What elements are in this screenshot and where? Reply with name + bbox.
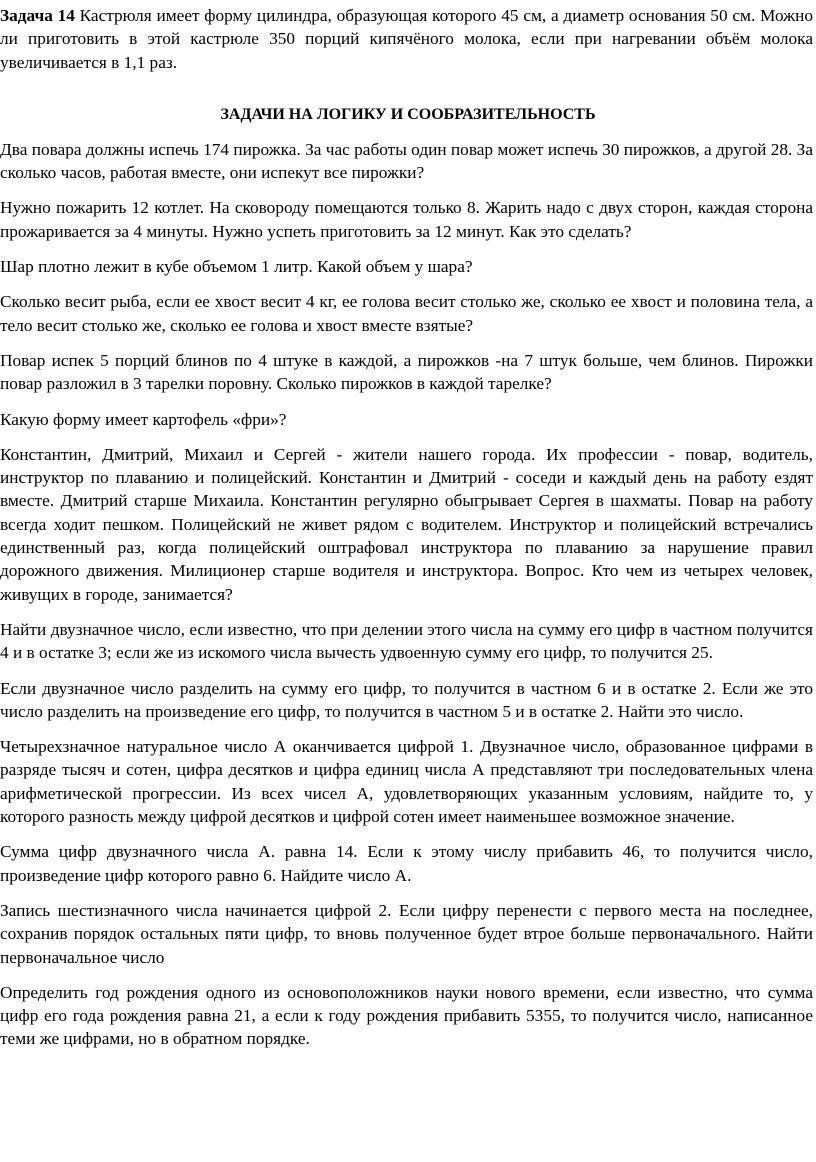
- problem-fish-weight: Сколько весит рыба, если ее хвост весит 4 кг, ее голова весит столько же, сколько ее хвост и половина тела, а тело весит столько же, сколько ее голова и хвост вместе взятые?: [0, 292, 813, 335]
- problem-fries-shape: Какую форму имеет картофель «фри»?: [0, 409, 287, 429]
- problem-professions: Константин, Дмитрий, Михаил и Сергей - жители нашего города. Их профессии - повар, водитель, инструктор по плаванию и полицейский. Константин и Дмитрий - соседи и каждый день на работу ездят вместе. Дмитрий старше Михаила. Константин регулярно обыгрывает Сергея в шахматы. Повар на работу всегда ходит пешком. Полицейский не живет рядом с водителем. Инструктор и полицейский встречались единственный раз, когда полицейский оштрафовал инструктора по плаванию за нарушение правил дорожного движения. Милиционер старше водителя и инструктора. Вопрос. Кто чем из четырех человек, живущих в городе, занимается?: [0, 444, 813, 604]
- problem-pancakes: Повар испек 5 порций блинов по 4 штуке в каждой, а пирожков -на 7 штук больше, чем блинов. Пирожки повар разложил в 3 тарелки поровну. Сколько пирожков в каждой тарелке?: [0, 350, 813, 394]
- section-title: ЗАДАЧИ НА ЛОГИКУ И СООБРАЗИТЕЛЬНОСТЬ: [220, 105, 596, 123]
- task-14-text: Кастрюля имеет форму цилиндра, образующая которого 45 см, а диаметр основания 50 см. Можно ли приготовить в этой кастрюле 350 порций кипячёного молока, если при нагревании объём молока увеличивается в 1,1 раз.: [0, 6, 813, 72]
- problem-two-digit-25: Найти двузначное число, если известно, что при делении этого числа на сумму его цифр в частном получится 4 и в остатке 3; если же из искомого числа вычесть удвоенную сумму его цифр, то получится 25.: [0, 619, 813, 663]
- problem-cutlets: Нужно пожарить 12 котлет. На сковороду помещаются только 8. Жарить надо с двух сторон, каждая сторона прожаривается за 4 минуты. Нужно успеть приготовить за 12 минут. Как это сделать?: [0, 198, 813, 241]
- task-14: [0, 4, 813, 74]
- problem-four-digit-progression: Четырехзначное натуральное число А оканчивается цифрой 1. Двузначное число, образованное цифрами в разряде тысяч и сотен, цифра десятков и цифра единиц числа А представляют три последовательных члена арифметической прогрессии. Из всех чисел А, удовлетворяющих указанным условиям, найдите то, у которого разность между цифрой десятков и цифрой сотен имеет наименьшее возможное значение.: [0, 737, 813, 827]
- problem-ball-in-cube: Шар плотно лежит в кубе объемом 1 литр. Какой объем у шара?: [0, 257, 473, 277]
- problem-two-digit-quotient-6: Если двузначное число разделить на сумму его цифр, то получится в частном 6 и в остатке 2. Если же это число разделить на произведение его цифр, то получится в частном 5 и в остатке 2. Найти это число.: [0, 678, 813, 721]
- problem-cooks-pies: Два повара должны испечь 174 пирожка. За час работы один повар может испечь 30 пирожков, а другой 28. За сколько часов, работая вместе, они испекут все пирожки?: [0, 139, 813, 183]
- task-14-label: Задача 14: [0, 6, 75, 25]
- problem-six-digit: Запись шестизначного числа начинается цифрой 2. Если цифру перенести с первого места на последнее, сохранив порядок остальных пяти цифр, то вновь полученное будет втрое больше первоначального. Найти первоначальное число: [0, 900, 813, 967]
- problem-digit-sum-14: Сумма цифр двузначного числа А. равна 14. Если к этому числу прибавить 46, то получится число, произведение цифр которого равно 6. Найдите число А.: [0, 842, 813, 885]
- problem-birth-year: Определить год рождения одного из основоположников науки нового времени, если известно, что сумма цифр его года рождения равна 21, а если к году рождения прибавить 5355, то получится число, написанное теми же цифрами, но в обратном порядке.: [0, 982, 813, 1049]
